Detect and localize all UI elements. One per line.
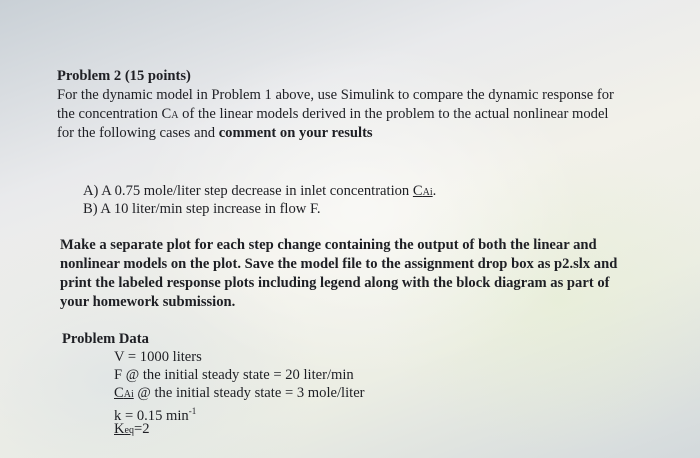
data-volume: V = 1000 liters	[114, 349, 202, 365]
intro-line-3	[57, 124, 373, 142]
instruction-line-2: nonlinear models on the plot. Save the model file to the assignment drop box as p2.slx and	[60, 256, 618, 272]
intro-comment-emphasis: comment on your results	[218, 125, 373, 141]
data-keq-symbol	[114, 421, 134, 437]
data-concentration-letter: C	[114, 385, 124, 401]
intro-line-1: For the dynamic model in Problem 1 above, use Simulink to compare the dynamic response for	[57, 87, 614, 103]
intro-concentration-subscript: A	[171, 110, 179, 121]
data-rate-text: k = 0.15 min	[114, 408, 189, 424]
case-a-symbol-subscript: Ai	[422, 187, 433, 198]
instruction-line-1: Make a separate plot for each step change containing the output of both the linear and	[60, 237, 597, 253]
case-a	[83, 182, 436, 202]
case-a-symbol	[413, 183, 433, 199]
data-heading: Problem Data	[62, 331, 149, 347]
data-keq-letter: K	[114, 421, 125, 437]
instruction-line-4: your homework submission.	[60, 294, 236, 310]
data-equilibrium-constant	[114, 420, 150, 440]
data-concentration-subscript: Ai	[123, 389, 134, 400]
intro-line-2	[57, 105, 609, 125]
intro-concentration-symbol: the concentration C	[57, 106, 172, 122]
case-a-symbol-letter: C	[412, 183, 423, 199]
intro-line-2-rest: of the linear models derived in the problem to the actual nonlinear model	[178, 106, 609, 122]
case-a-end: .	[432, 183, 437, 199]
data-concentration-symbol	[114, 385, 134, 401]
data-flow: F @ the initial steady state = 20 liter/min	[114, 367, 354, 383]
data-keq-subscript: eq	[124, 425, 134, 436]
instruction-line-3: print the labeled response plots including legend along with the block diagram as part of	[60, 275, 610, 291]
problem-heading: Problem 2 (15 points)	[57, 68, 191, 84]
data-rate-exponent: -1	[188, 406, 197, 416]
case-b: B) A 10 liter/min step increase in flow F.	[83, 201, 321, 217]
case-a-text: A) A 0.75 mole/liter step decrease in inlet concentration	[83, 183, 413, 199]
data-concentration-text: @ the initial steady state = 3 mole/liter	[133, 385, 365, 401]
data-concentration	[114, 384, 365, 404]
data-keq-value: =2	[134, 421, 150, 437]
intro-line-3-text: for the following cases and	[57, 125, 219, 141]
